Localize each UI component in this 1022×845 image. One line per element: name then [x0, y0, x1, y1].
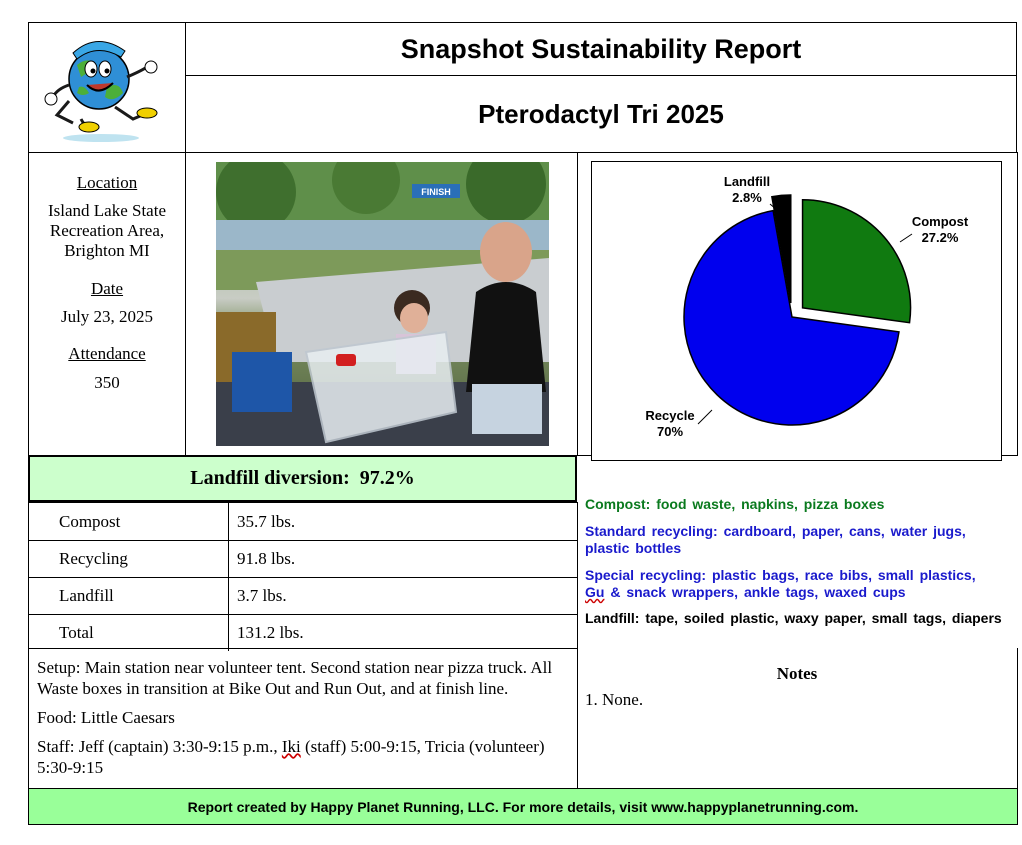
notes-item: 1. None. [585, 690, 644, 709]
diversion-label: Landfill diversion: [190, 467, 350, 489]
staff-text-b: (staff) 5:00-9:15, Tricia (volunteer) 5:30-9:15 [37, 737, 545, 777]
table-row [29, 503, 577, 541]
pie-value-landfill: 2.8% [732, 190, 762, 205]
standard-recycling-category: Standard recycling: cardboard, paper, cans, water jugs, plastic bottles [585, 523, 966, 556]
date-label: Date [90, 279, 124, 298]
special-recycling-text-b: & snack wrappers, ankle tags, waxed cups [604, 584, 906, 600]
pie-value-recycle: 70% [656, 424, 684, 439]
earth-mascot-logo-icon [29, 23, 185, 152]
pie-label-landfill: Landfill [723, 174, 771, 189]
table-row [29, 578, 577, 615]
category-cell: Total [29, 615, 229, 651]
food-text: Food: Little Caesars [37, 708, 175, 727]
waste-categories [585, 496, 1005, 627]
diversion-value: 97.2% [359, 467, 415, 489]
pie-chart [592, 162, 1001, 460]
photo-cell [185, 152, 578, 456]
staff-text-a: Staff: Jeff (captain) 3:30-9:15 p.m., [37, 737, 282, 756]
category-cell: Recycling [29, 541, 229, 577]
amount-cell: 3.7 lbs. [237, 586, 287, 605]
date-value: July 23, 2025 [60, 307, 154, 326]
table-row [29, 541, 577, 578]
special-recycling-text-a: Special recycling: plastic bags, race bibs, small plastics, [585, 567, 976, 583]
info-panel [28, 152, 186, 456]
footer-bar: Report created by Happy Planet Running, LLC. For more details, visit www.happyplanetrunning.com. [28, 788, 1018, 825]
pie-leader-line [698, 410, 712, 424]
attendance-label: Attendance [68, 344, 146, 363]
pie-leader-line [900, 234, 912, 242]
location-label: Location [76, 173, 138, 192]
notes-cell [577, 648, 1018, 789]
staff-iki: Iki [281, 737, 301, 756]
event-photo [216, 162, 549, 446]
landfill-category: Landfill: tape, soiled plastic, waxy paper, small tags, diapers [585, 610, 1002, 626]
pie-value-compost: 27.2% [921, 230, 959, 245]
special-recycling-gu: Gu [585, 584, 605, 600]
details-cell [28, 648, 578, 789]
staff-text [37, 736, 569, 778]
location-line-2: Recreation Area, [49, 221, 165, 240]
amount-cell: 35.7 lbs. [237, 511, 296, 531]
diversion-banner [28, 455, 577, 502]
amount-cell: 91.8 lbs. [237, 549, 296, 568]
compost-category: Compost: food waste, napkins, pizza boxes [585, 496, 885, 512]
finish-banner-text: FINISH [421, 187, 451, 197]
pie-slice-compost [803, 200, 911, 323]
pie-label-compost: Compost [911, 214, 969, 229]
notes-title: Notes [776, 664, 818, 683]
event-photo-illustration [216, 162, 549, 446]
chart-frame [591, 161, 1002, 461]
event-name: Pterodactyl Tri 2025 [185, 75, 1017, 153]
location-line-3: Brighton MI [64, 241, 150, 260]
weights-table [28, 502, 578, 649]
report-title: Snapshot Sustainability Report [185, 22, 1017, 76]
table-row [29, 615, 577, 651]
attendance-value: 350 [94, 373, 120, 392]
location-line-1: Island Lake State [47, 201, 166, 220]
special-recycling-category [585, 567, 1005, 601]
logo-cell [28, 22, 186, 153]
category-cell: Compost [29, 503, 229, 540]
pie-label-recycle: Recycle [645, 408, 695, 423]
category-cell: Landfill [29, 578, 229, 614]
setup-text: Setup: Main station near volunteer tent. Second station near pizza truck. All Waste boxes in transition at Bike Out and Run Out, and at finish line. [37, 658, 553, 698]
amount-cell: 131.2 lbs. [237, 623, 304, 642]
